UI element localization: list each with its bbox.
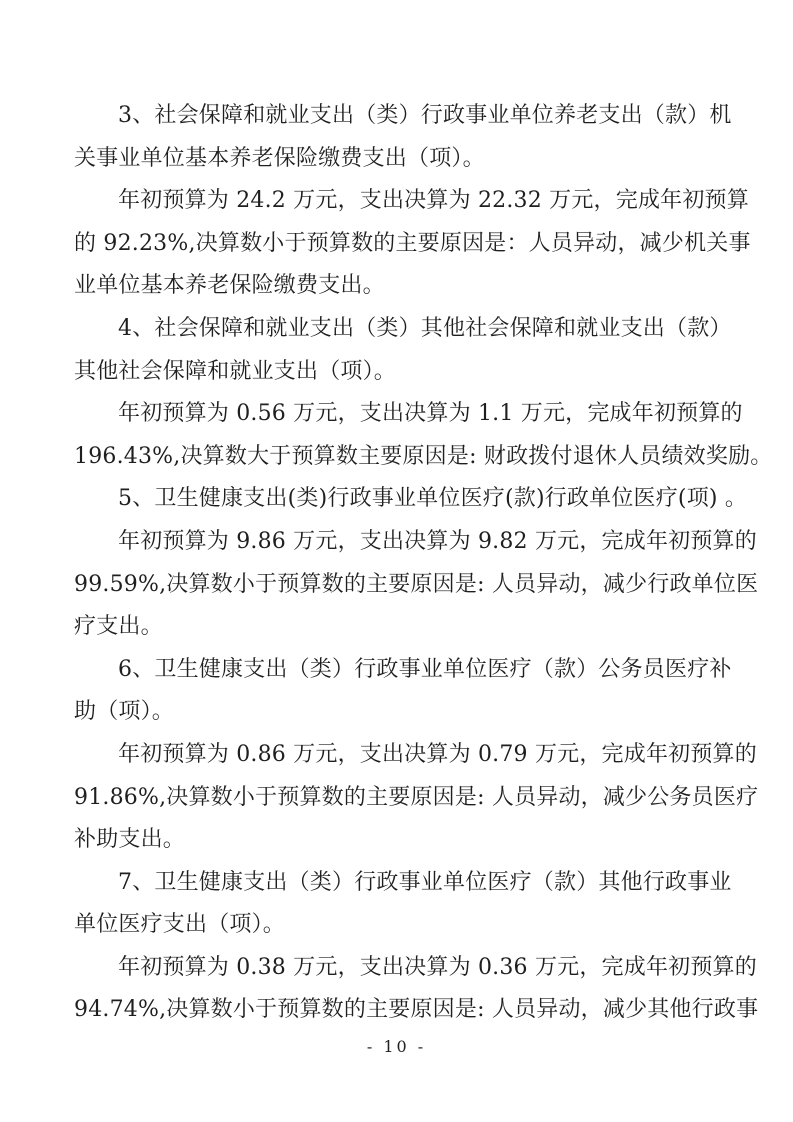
document-line: 196.43%,决算数大于预算数主要原因是: 财政拨付退休人员绩效奖励。 bbox=[74, 443, 773, 469]
page-number: - 10 - bbox=[366, 1037, 427, 1056]
document-line: 94.74%,决算数小于预算数的主要原因是: 人员异动，减少其他行政事 bbox=[74, 997, 759, 1023]
document-line: 4、社会保障和就业支出（类）其他社会保障和就业支出（款） bbox=[118, 315, 732, 341]
document-line: 业单位基本养老保险缴费支出。 bbox=[74, 273, 385, 299]
document-line: 其他社会保障和就业支出（项）。 bbox=[74, 358, 397, 384]
document-line: 补助支出。 bbox=[74, 827, 186, 853]
document-line: 单位医疗支出（项）。 bbox=[74, 912, 286, 938]
document-line: 的 92.23%,决算数小于预算数的主要原因是：人员异动，减少机关事 bbox=[74, 230, 751, 256]
document-line: 7、卫生健康支出（类）行政事业单位医疗（款）其他行政事业 bbox=[118, 869, 732, 895]
document-line: 年初预算为 0.38 万元，支出决算为 0.36 万元，完成年初预算的 bbox=[118, 954, 757, 980]
document-line: 3、社会保障和就业支出（类）行政事业单位养老支出（款）机 bbox=[118, 103, 732, 128]
document-line: 助（项）。 bbox=[74, 699, 175, 725]
document-line: 年初预算为 0.86 万元，支出决算为 0.79 万元，完成年初预算的 bbox=[118, 741, 757, 767]
document-line: 5、卫生健康支出(类)行政事业单位医疗(款)行政单位医疗(项) 。 bbox=[118, 486, 748, 512]
document-line: 年初预算为 9.86 万元，支出决算为 9.82 万元，完成年初预算的 bbox=[118, 528, 757, 554]
document-line: 99.59%,决算数小于预算数的主要原因是: 人员异动，减少行政单位医 bbox=[74, 571, 759, 597]
document-line: 疗支出。 bbox=[74, 614, 163, 640]
document-line: 6、卫生健康支出（类）行政事业单位医疗（款）公务员医疗补 bbox=[118, 656, 732, 682]
document-line: 年初预算为 24.2 万元，支出决算为 22.32 万元，完成年初预算 bbox=[118, 188, 749, 214]
document-line: 关事业单位基本养老保险缴费支出（项）。 bbox=[74, 145, 485, 171]
document-line: 91.86%,决算数小于预算数的主要原因是: 人员异动，减少公务员医疗 bbox=[74, 784, 759, 810]
document-body bbox=[74, 95, 773, 1032]
document-line: 年初预算为 0.56 万元，支出决算为 1.1 万元，完成年初预算的 bbox=[118, 401, 743, 427]
